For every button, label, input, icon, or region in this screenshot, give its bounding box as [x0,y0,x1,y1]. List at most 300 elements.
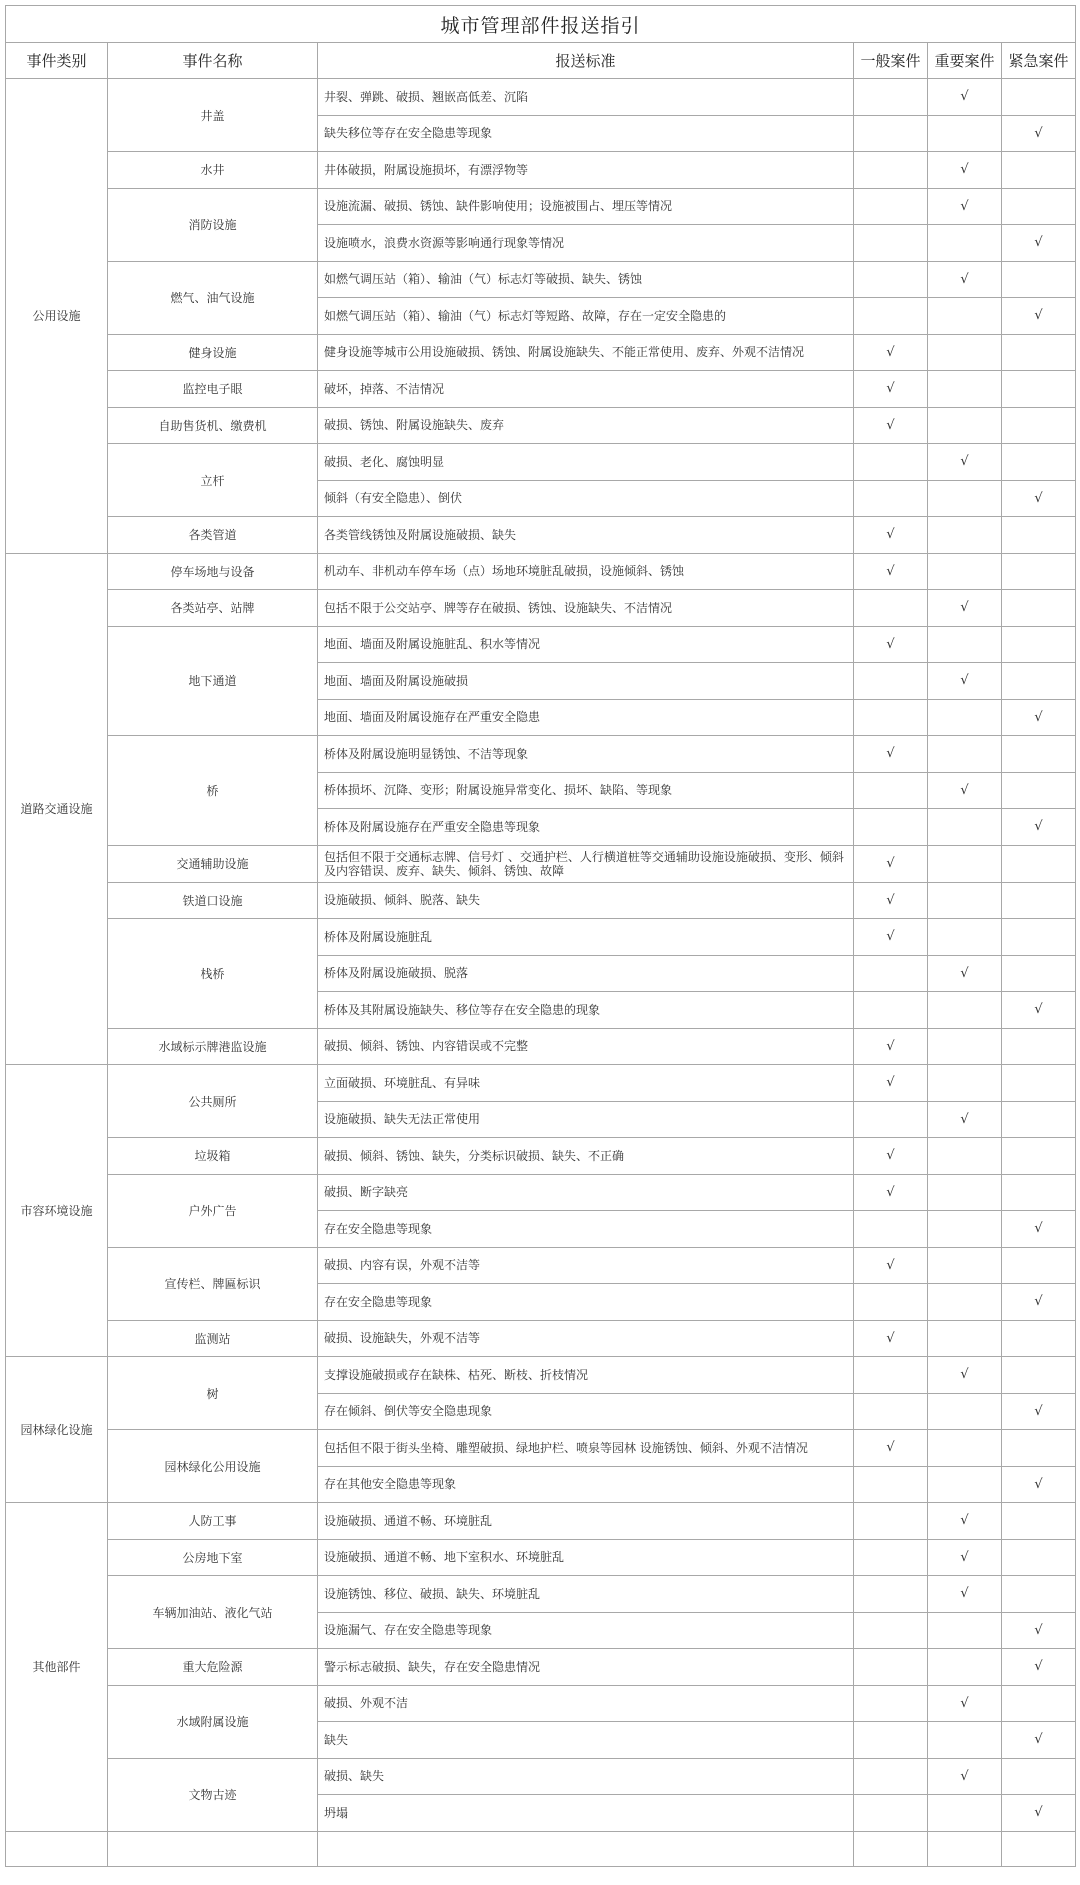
general-case-cell [854,1320,928,1357]
urgent-case-cell [1002,480,1076,517]
empty-cell [108,1831,318,1866]
important-case-cell [928,1795,1002,1832]
check-mark-icon: √ [886,344,895,360]
check-mark-icon: √ [960,782,969,798]
report-guide-table [5,5,1076,1867]
standard-cell: 井裂、弹跳、破损、翘嵌高低差、沉陷 [318,79,854,116]
important-case-cell [928,663,1002,700]
urgent-case-cell [1002,1174,1076,1211]
event-name-cell: 消防设施 [108,188,318,261]
event-name-cell: 人防工事 [108,1503,318,1540]
standard-cell: 存在安全隐患等现象 [318,1211,854,1248]
important-case-cell [928,1685,1002,1722]
urgent-case-cell [1002,261,1076,298]
urgent-case-cell [1002,1612,1076,1649]
header-important-case: 重要案件 [928,43,1002,79]
important-case-cell [928,298,1002,335]
standard-cell: 地面、墙面及附属设施脏乱、积水等情况 [318,626,854,663]
event-name-cell: 桥 [108,736,318,846]
check-mark-icon: √ [886,1075,895,1091]
check-mark-icon: √ [886,417,895,433]
urgent-case-cell [1002,1539,1076,1576]
check-mark-icon: √ [1034,1622,1043,1638]
important-case-cell [928,1430,1002,1467]
table-row [6,261,1076,298]
urgent-case-cell [1002,1503,1076,1540]
standard-cell: 如燃气调压站（箱）、输油（气）标志灯等破损、缺失、锈蚀 [318,261,854,298]
urgent-case-cell [1002,699,1076,736]
general-case-cell [854,1284,928,1321]
urgent-case-cell [1002,553,1076,590]
important-case-cell [928,261,1002,298]
table-row [6,1174,1076,1211]
standard-cell: 倾斜（有安全隐患）、倒伏 [318,480,854,517]
standard-cell: 桥体及附属设施存在严重安全隐患等现象 [318,809,854,846]
event-name-cell: 园林绿化公用设施 [108,1430,318,1503]
event-name-cell: 监测站 [108,1320,318,1357]
standard-cell: 设施破损、倾斜、脱落、缺失 [318,882,854,919]
table-row [6,407,1076,444]
important-case-cell [928,1357,1002,1394]
standard-cell: 设施喷水，浪费水资源等影响通行现象等情况 [318,225,854,262]
event-name-cell: 文物古迹 [108,1758,318,1831]
urgent-case-cell [1002,115,1076,152]
important-case-cell [928,1649,1002,1686]
check-mark-icon: √ [1034,1476,1043,1492]
general-case-cell [854,1211,928,1248]
event-name-cell: 水井 [108,152,318,189]
general-case-cell [854,225,928,262]
urgent-case-cell [1002,1065,1076,1102]
check-mark-icon: √ [1034,1403,1043,1419]
urgent-case-cell [1002,1101,1076,1138]
urgent-case-cell [1002,882,1076,919]
general-case-cell [854,188,928,225]
general-case-cell [854,79,928,116]
event-name-cell: 交通辅助设施 [108,845,318,882]
event-name-cell: 重大危险源 [108,1649,318,1686]
standard-cell: 缺失移位等存在安全隐患等现象 [318,115,854,152]
empty-cell [854,1831,928,1866]
general-case-cell [854,1138,928,1175]
general-case-cell [854,1065,928,1102]
urgent-case-cell [1002,1649,1076,1686]
check-mark-icon: √ [960,1111,969,1127]
general-case-cell [854,1576,928,1613]
standard-cell: 桥体及附属设施破损、脱落 [318,955,854,992]
urgent-case-cell [1002,298,1076,335]
table-row [6,334,1076,371]
check-mark-icon: √ [1034,1002,1043,1018]
standard-cell: 设施破损、通道不畅、环境脏乱 [318,1503,854,1540]
table-row [6,517,1076,554]
check-mark-icon: √ [886,1038,895,1054]
general-case-cell [854,699,928,736]
important-case-cell [928,1758,1002,1795]
general-case-cell [854,1466,928,1503]
general-case-cell [854,626,928,663]
empty-cell [928,1831,1002,1866]
standard-cell: 包括但不限于交通标志牌、信号灯 、交通护栏、人行横道桩等交通辅助设施设施破损、变形、倾斜及内容错误、废弃、缺失、倾斜、锈蚀、故障 [318,845,854,882]
general-case-cell [854,1174,928,1211]
urgent-case-cell [1002,152,1076,189]
table-row [6,1028,1076,1065]
important-case-cell [928,1138,1002,1175]
check-mark-icon: √ [960,1367,969,1383]
urgent-case-cell [1002,772,1076,809]
table-row [6,152,1076,189]
general-case-cell [854,772,928,809]
urgent-case-cell [1002,444,1076,481]
standard-cell: 设施锈蚀、移位、破损、缺失、环境脏乱 [318,1576,854,1613]
standard-cell: 破损、倾斜、锈蚀、缺失，分类标识破损、缺失、不正确 [318,1138,854,1175]
table-row [6,371,1076,408]
check-mark-icon: √ [886,856,895,871]
important-case-cell [928,225,1002,262]
category-cell: 市容环境设施 [6,1065,108,1357]
general-case-cell [854,371,928,408]
general-case-cell [854,298,928,335]
event-name-cell: 宣传栏、牌匾标识 [108,1247,318,1320]
important-case-cell [928,809,1002,846]
standard-cell: 地面、墙面及附属设施存在严重安全隐患 [318,699,854,736]
general-case-cell [854,919,928,956]
header-standard: 报送标准 [318,43,854,79]
table-row [6,1576,1076,1613]
event-name-cell: 户外广告 [108,1174,318,1247]
event-name-cell: 停车场地与设备 [108,553,318,590]
check-mark-icon: √ [960,965,969,981]
check-mark-icon: √ [960,271,969,287]
standard-cell: 井体破损，附属设施损坏，有漂浮物等 [318,152,854,189]
event-name-cell: 公房地下室 [108,1539,318,1576]
standard-cell: 立面破损、环境脏乱、有异味 [318,1065,854,1102]
important-case-cell [928,955,1002,992]
general-case-cell [854,663,928,700]
table-row [6,553,1076,590]
standard-cell: 设施流漏、破损、锈蚀、缺件影响使用；设施被围占、埋压等情况 [318,188,854,225]
general-case-cell [854,845,928,882]
general-case-cell [854,955,928,992]
check-mark-icon: √ [960,1513,969,1529]
general-case-cell [854,1430,928,1467]
important-case-cell [928,553,1002,590]
check-mark-icon: √ [960,198,969,214]
empty-cell [6,1831,108,1866]
table-row [6,1758,1076,1795]
general-case-cell [854,1393,928,1430]
urgent-case-cell [1002,809,1076,846]
check-mark-icon: √ [886,746,895,762]
important-case-cell [928,626,1002,663]
standard-cell: 存在倾斜、倒伏等安全隐患现象 [318,1393,854,1430]
general-case-cell [854,736,928,773]
check-mark-icon: √ [886,563,895,579]
table-row [6,1320,1076,1357]
table-row [6,1357,1076,1394]
table-row [6,736,1076,773]
event-name-cell: 井盖 [108,79,318,152]
urgent-case-cell [1002,626,1076,663]
important-case-cell [928,517,1002,554]
check-mark-icon: √ [1034,709,1043,725]
header-category: 事件类别 [6,43,108,79]
table-row [6,919,1076,956]
urgent-case-cell [1002,407,1076,444]
event-name-cell: 水域附属设施 [108,1685,318,1758]
important-case-cell [928,1503,1002,1540]
general-case-cell [854,1685,928,1722]
urgent-case-cell [1002,79,1076,116]
urgent-case-cell [1002,1138,1076,1175]
urgent-case-cell [1002,1357,1076,1394]
urgent-case-cell [1002,919,1076,956]
general-case-cell [854,1795,928,1832]
important-case-cell [928,1612,1002,1649]
check-mark-icon: √ [960,1586,969,1602]
standard-cell: 包括但不限于街头坐椅、雕塑破损、绿地护栏、喷泉等园林 设施锈蚀、倾斜、外观不洁情况 [318,1430,854,1467]
standard-cell: 设施破损、通道不畅、地下室积水、环境脏乱 [318,1539,854,1576]
urgent-case-cell [1002,1430,1076,1467]
urgent-case-cell [1002,955,1076,992]
general-case-cell [854,407,928,444]
general-case-cell [854,1649,928,1686]
event-name-cell: 各类管道 [108,517,318,554]
table-row [6,626,1076,663]
standard-cell: 地面、墙面及附属设施破损 [318,663,854,700]
check-mark-icon: √ [886,636,895,652]
check-mark-icon: √ [1034,1221,1043,1237]
general-case-cell [854,517,928,554]
important-case-cell [928,334,1002,371]
event-name-cell: 地下通道 [108,626,318,736]
important-case-cell [928,1174,1002,1211]
urgent-case-cell [1002,1722,1076,1759]
important-case-cell [928,115,1002,152]
important-case-cell [928,79,1002,116]
important-case-cell [928,882,1002,919]
urgent-case-cell [1002,1466,1076,1503]
important-case-cell [928,371,1002,408]
urgent-case-cell [1002,1685,1076,1722]
standard-cell: 破损、缺失 [318,1758,854,1795]
event-name-cell: 立杆 [108,444,318,517]
check-mark-icon: √ [1034,1294,1043,1310]
general-case-cell [854,1028,928,1065]
event-name-cell: 车辆加油站、液化气站 [108,1576,318,1649]
check-mark-icon: √ [1034,1659,1043,1675]
standard-cell: 缺失 [318,1722,854,1759]
category-cell: 道路交通设施 [6,553,108,1065]
check-mark-icon: √ [960,1549,969,1565]
standard-cell: 设施破损、缺失无法正常使用 [318,1101,854,1138]
important-case-cell [928,736,1002,773]
table-row [6,79,1076,116]
standard-cell: 存在安全隐患等现象 [318,1284,854,1321]
standard-cell: 桥体损坏、沉降、变形；附属设施异常变化、损坏、缺陷、等现象 [318,772,854,809]
urgent-case-cell [1002,225,1076,262]
check-mark-icon: √ [960,600,969,616]
event-name-cell: 公共厕所 [108,1065,318,1138]
category-cell: 其他部件 [6,1503,108,1832]
urgent-case-cell [1002,517,1076,554]
urgent-case-cell [1002,1028,1076,1065]
important-case-cell [928,1466,1002,1503]
standard-cell: 如燃气调压站（箱）、输油（气）标志灯等短路、故障，存在一定安全隐患的 [318,298,854,335]
important-case-cell [928,444,1002,481]
general-case-cell [854,590,928,627]
urgent-case-cell [1002,1247,1076,1284]
important-case-cell [928,188,1002,225]
check-mark-icon: √ [960,673,969,689]
standard-cell: 破坏，掉落、不洁情况 [318,371,854,408]
urgent-case-cell [1002,188,1076,225]
check-mark-icon: √ [1034,1732,1043,1748]
urgent-case-cell [1002,1393,1076,1430]
check-mark-icon: √ [1034,1805,1043,1821]
standard-cell: 包括不限于公交站亭、牌等存在破损、锈蚀、设施缺失、不洁情况 [318,590,854,627]
important-case-cell [928,845,1002,882]
header-general-case: 一般案件 [854,43,928,79]
event-name-cell: 监控电子眼 [108,371,318,408]
general-case-cell [854,553,928,590]
standard-cell: 各类管线锈蚀及附属设施破损、缺失 [318,517,854,554]
standard-cell: 破损、设施缺失，外观不洁等 [318,1320,854,1357]
general-case-cell [854,152,928,189]
table-row [6,1065,1076,1102]
check-mark-icon: √ [886,1330,895,1346]
urgent-case-cell [1002,1795,1076,1832]
important-case-cell [928,1247,1002,1284]
check-mark-icon: √ [886,1184,895,1200]
header-row [6,43,1076,79]
check-mark-icon: √ [886,527,895,543]
table-title: 城市管理部件报送指引 [6,6,1076,43]
table-row [6,1247,1076,1284]
general-case-cell [854,1612,928,1649]
urgent-case-cell [1002,992,1076,1029]
urgent-case-cell [1002,1284,1076,1321]
general-case-cell [854,992,928,1029]
important-case-cell [928,772,1002,809]
important-case-cell [928,1028,1002,1065]
urgent-case-cell [1002,1758,1076,1795]
general-case-cell [854,1758,928,1795]
table-row [6,1138,1076,1175]
event-name-cell: 垃圾箱 [108,1138,318,1175]
important-case-cell [928,1065,1002,1102]
general-case-cell [854,809,928,846]
urgent-case-cell [1002,371,1076,408]
check-mark-icon: √ [960,89,969,105]
empty-cell [318,1831,854,1866]
important-case-cell [928,1722,1002,1759]
important-case-cell [928,699,1002,736]
standard-cell: 设施漏气、存在安全隐患等现象 [318,1612,854,1649]
urgent-case-cell [1002,736,1076,773]
important-case-cell [928,919,1002,956]
standard-cell: 破损、内容有误，外观不洁等 [318,1247,854,1284]
general-case-cell [854,1722,928,1759]
check-mark-icon: √ [1034,235,1043,251]
table-row [6,590,1076,627]
important-case-cell [928,1284,1002,1321]
general-case-cell [854,334,928,371]
check-mark-icon: √ [886,1440,895,1456]
standard-cell: 支撑设施破损或存在缺株、枯死、断枝、折枝情况 [318,1357,854,1394]
urgent-case-cell [1002,663,1076,700]
table-row [6,1539,1076,1576]
general-case-cell [854,115,928,152]
header-event-name: 事件名称 [108,43,318,79]
table-row [6,188,1076,225]
general-case-cell [854,1357,928,1394]
table-body [6,79,1076,1867]
event-name-cell: 铁道口设施 [108,882,318,919]
standard-cell: 健身设施等城市公用设施破损、锈蚀、附属设施缺失、不能正常使用、废弃、外观不洁情况 [318,334,854,371]
standard-cell: 破损、外观不洁 [318,1685,854,1722]
important-case-cell [928,152,1002,189]
important-case-cell [928,1320,1002,1357]
check-mark-icon: √ [960,454,969,470]
standard-cell: 破损、倾斜、锈蚀、内容错误或不完整 [318,1028,854,1065]
category-cell: 园林绿化设施 [6,1357,108,1503]
event-name-cell: 栈桥 [108,919,318,1029]
general-case-cell [854,480,928,517]
standard-cell: 桥体及附属设施明显锈蚀、不洁等现象 [318,736,854,773]
event-name-cell: 各类站亭、站牌 [108,590,318,627]
check-mark-icon: √ [1034,819,1043,835]
event-name-cell: 自助售货机、缴费机 [108,407,318,444]
general-case-cell [854,444,928,481]
standard-cell: 破损、老化、腐蚀明显 [318,444,854,481]
urgent-case-cell [1002,1320,1076,1357]
category-cell: 公用设施 [6,79,108,554]
general-case-cell [854,1101,928,1138]
standard-cell: 破损、锈蚀、附属设施缺失、废弃 [318,407,854,444]
general-case-cell [854,1503,928,1540]
urgent-case-cell [1002,1211,1076,1248]
standard-cell: 桥体及其附属设施缺失、移位等存在安全隐患的现象 [318,992,854,1029]
empty-row [6,1831,1076,1866]
important-case-cell [928,1211,1002,1248]
table-row [6,845,1076,882]
event-name-cell: 水域标示牌港监设施 [108,1028,318,1065]
general-case-cell [854,1539,928,1576]
important-case-cell [928,590,1002,627]
important-case-cell [928,1101,1002,1138]
check-mark-icon: √ [886,1148,895,1164]
important-case-cell [928,1393,1002,1430]
table-row [6,1649,1076,1686]
standard-cell: 坍塌 [318,1795,854,1832]
check-mark-icon: √ [1034,125,1043,141]
urgent-case-cell [1002,334,1076,371]
check-mark-icon: √ [886,1257,895,1273]
important-case-cell [928,480,1002,517]
table-row [6,882,1076,919]
standard-cell: 存在其他安全隐患等现象 [318,1466,854,1503]
check-mark-icon: √ [886,381,895,397]
check-mark-icon: √ [886,892,895,908]
important-case-cell [928,992,1002,1029]
event-name-cell: 燃气、油气设施 [108,261,318,334]
check-mark-icon: √ [960,162,969,178]
check-mark-icon: √ [886,929,895,945]
event-name-cell: 健身设施 [108,334,318,371]
standard-cell: 破损、断字缺亮 [318,1174,854,1211]
standard-cell: 机动车、非机动车停车场（点）场地环境脏乱破损，设施倾斜、锈蚀 [318,553,854,590]
